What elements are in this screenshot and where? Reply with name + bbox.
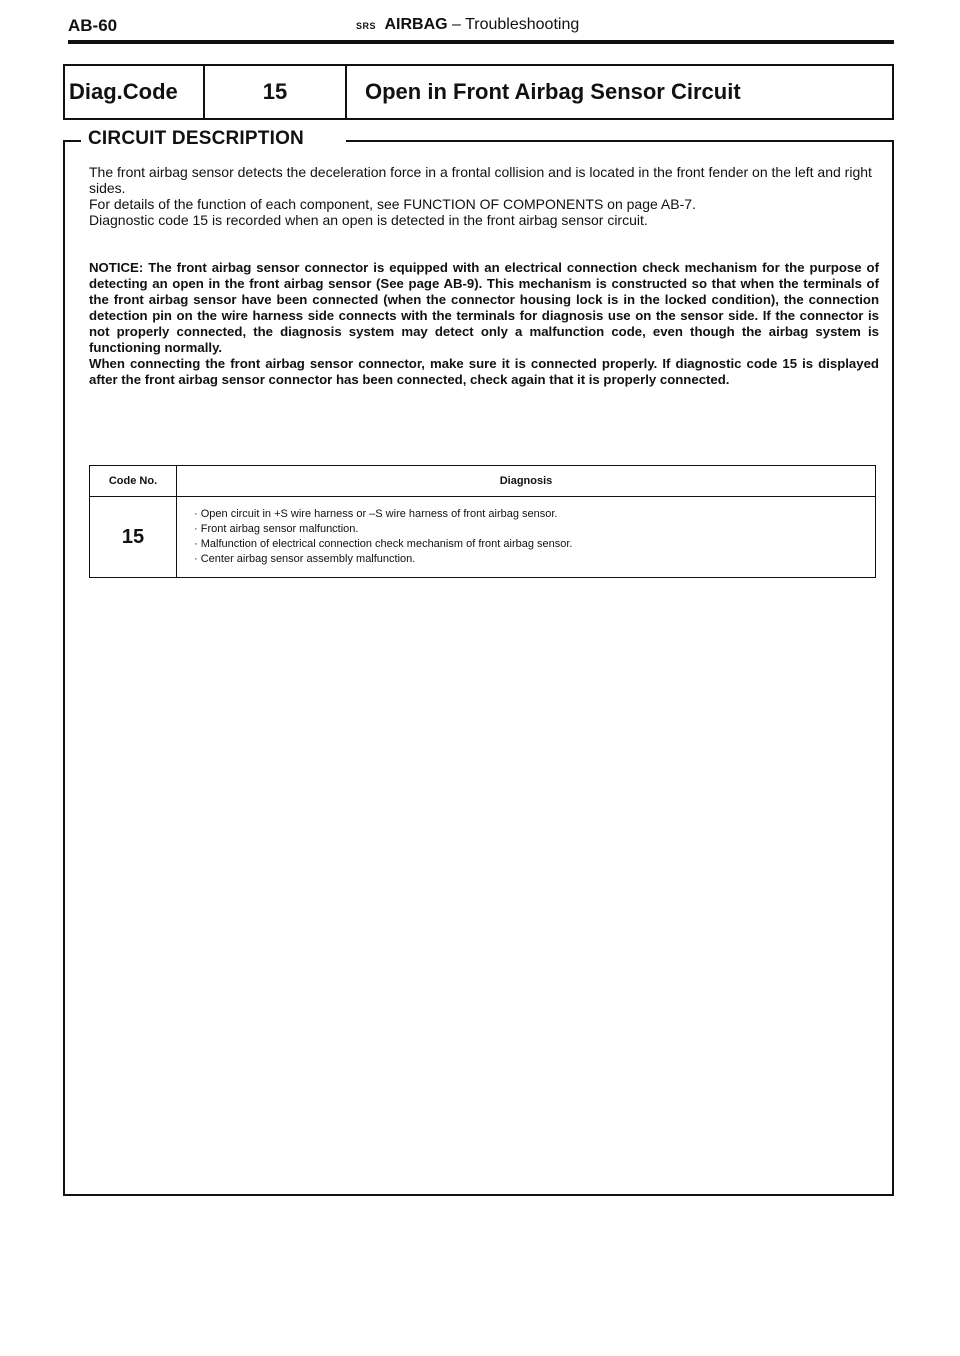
diag-code-number: 15 xyxy=(205,66,347,118)
diag-code-bar xyxy=(63,64,894,120)
table-header-row xyxy=(90,466,876,497)
notice-label: NOTICE: xyxy=(89,260,144,275)
list-item: · Malfunction of electrical connection check mechanism of front airbag sensor. xyxy=(194,537,874,552)
notice-block xyxy=(89,260,879,388)
list-item: · Front airbag sensor malfunction. xyxy=(194,522,874,537)
subsection-name: – Troubleshooting xyxy=(452,16,580,33)
diagnosis-cell xyxy=(177,497,876,578)
frame-top-right-rule xyxy=(346,140,894,142)
description-paragraph: The front airbag sensor detects the deceleration force in a frontal collision and is located in the front fender on the left and right sides. xyxy=(89,164,872,196)
circuit-description-heading: CIRCUIT DESCRIPTION xyxy=(84,128,308,150)
notice-text-2: When connecting the front airbag sensor connector, make sure it is connected properly. If diagnostic code 15 is displayed after the front airbag sensor connector has been connected, check again that it is properly connected. xyxy=(89,356,879,387)
diagnosis-table xyxy=(89,465,876,578)
list-item: · Open circuit in +S wire harness or –S wire harness of front airbag sensor. xyxy=(194,507,874,522)
list-item: · Center airbag sensor assembly malfunction. xyxy=(194,552,874,567)
description-paragraph: Diagnostic code 15 is recorded when an open is detected in the front airbag sensor circuit. xyxy=(89,212,648,228)
diag-code-label: Diag.Code xyxy=(65,66,205,118)
diag-code-title: Open in Front Airbag Sensor Circuit xyxy=(365,79,741,104)
column-header-code: Code No. xyxy=(90,466,177,497)
frame-top-left-rule xyxy=(63,140,81,142)
description-paragraph: For details of the function of each component, see FUNCTION OF COMPONENTS on page AB-7. xyxy=(89,196,696,212)
column-header-diagnosis: Diagnosis xyxy=(177,466,876,497)
page-title xyxy=(356,16,579,34)
code-cell: 15 xyxy=(90,497,177,578)
description-text xyxy=(89,164,877,228)
table-row xyxy=(90,497,876,578)
page-number: AB-60 xyxy=(68,16,118,35)
diagnosis-list xyxy=(178,501,874,573)
page-header xyxy=(68,14,894,44)
notice-text: The front airbag sensor connector is equipped with an electrical connection check mechanism for the purpose of detecting an open in the front airbag sensor (See page AB-9). This mechanism is constructed so that when the terminals of the front airbag sensor have been connected (when the connector housing lock is in the locked condition), the connection detection pin on the wire harness side connects with the terminals for diagnosis use on the sensor side. If the connector is not properly connected, the diagnosis system may detect only a malfunction code, even though the airbag system is functioning normally. xyxy=(89,260,879,355)
srs-tag: SRS xyxy=(356,21,377,31)
section-name: AIRBAG xyxy=(384,16,448,33)
